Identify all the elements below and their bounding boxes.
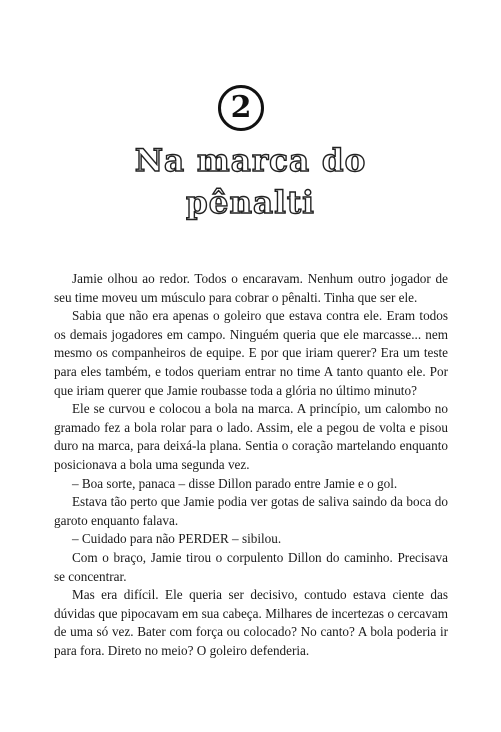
chapter-title (50, 140, 451, 224)
paragraph: Mas era difícil. Ele queria ser decisivo, contudo estava ciente das dúvidas que pipocavam em sua cabeça. Milhares de incertezas o cercavam de uma só vez. Bater com força ou colocado? No canto? A bola poderia ir para fora. Direto no meio? O goleiro defenderia. (54, 587, 448, 658)
paragraph: – Boa sorte, panaca – disse Dillon parado entre Jamie e o gol. (72, 475, 398, 491)
chapter-body (54, 270, 448, 660)
paragraph: Sabia que não era apenas o goleiro que estava contra ele. Eram todos os demais jogadores em campo. Ninguém queria que ele marcasse... nem mesmo os companheiros de equipe. E por que iriam querer? Era um teste para eles também, e todos queriam entrar no time A tanto quanto ele. Por que iriam querer que Jamie roubasse toda a glória no último minuto? (54, 308, 448, 398)
paragraph: Estava tão perto que Jamie podia ver gotas de saliva saindo da boca do garoto enquanto falava. (54, 494, 448, 528)
paragraph: Com o braço, Jamie tirou o corpulento Dillon do caminho. Precisava se concentrar. (54, 549, 448, 584)
paragraph: Jamie olhou ao redor. Todos o encaravam. Nenhum outro jogador de seu time moveu um músculo para cobrar o pênalti. Tinha que ser ele. (54, 271, 448, 305)
chapter-title-line-1: Na marca do (134, 143, 367, 179)
paragraph: Ele se curvou e colocou a bola na marca. A princípio, um calombo no gramado fez a bola rolar para o lado. Assim, ele a pegou de volta e pisou duro na marca, para deixá-la plana. Sentia o coração martelando enquanto posicionava a bola uma segunda vez. (54, 401, 448, 472)
chapter-title-line-2: pênalti (186, 185, 315, 221)
paragraph: – Cuidado para não PERDER – sibilou. (72, 531, 282, 547)
chapter-number-badge (218, 85, 264, 131)
chapter-number: 2 (230, 90, 252, 125)
